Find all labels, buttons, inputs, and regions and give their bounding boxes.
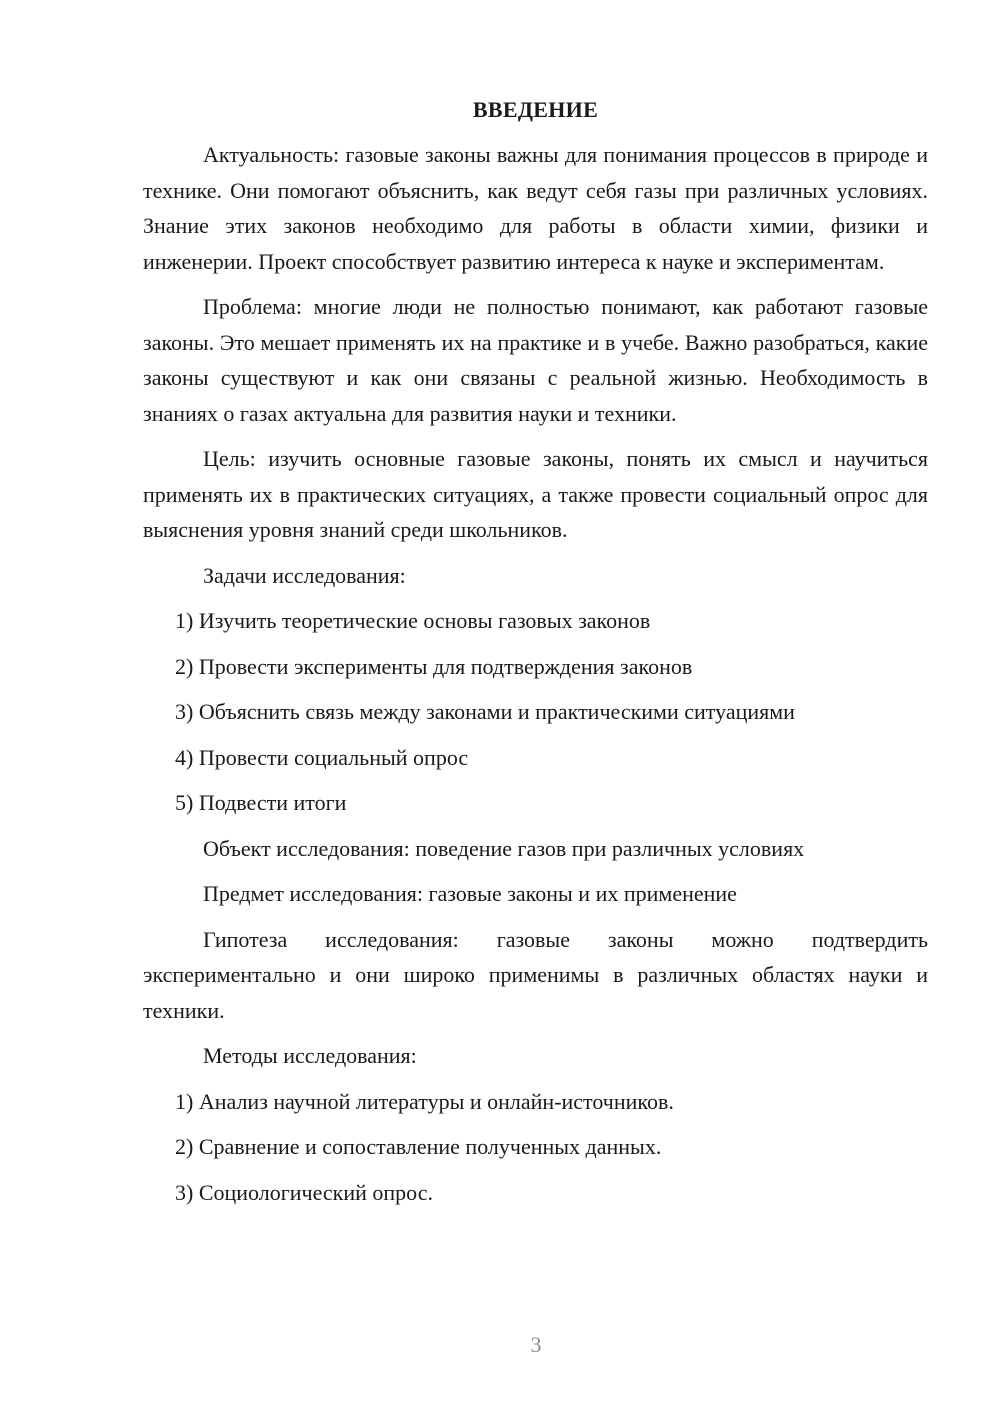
list-item: 2) Провести эксперименты для подтверждения законов [175,653,693,679]
methods-heading: Методы исследования: [203,1043,417,1068]
research-object: Объект исследования: поведение газов при различных условиях [203,835,805,861]
research-subject: Предмет исследования: газовые законы и их применение [203,881,737,906]
tasks-list [143,603,928,821]
list-item: 1) Анализ научной литературы и онлайн-источников. [175,1088,674,1114]
page-content [143,97,928,1220]
paragraph-goal: Цель: изучить основные газовые законы, понять их смысл и научиться применять их в практических ситуациях, а также провести социальный опрос для выяснения уровня знаний среди школьников. [143,446,928,542]
section-title: ВВЕДЕНИЕ [472,97,599,122]
list-item: 5) Подвести итоги [175,790,347,815]
list-item: 2) Сравнение и сопоставление полученных данных. [175,1134,662,1159]
tasks-heading: Задачи исследования: [203,562,406,588]
list-item: 3) Социологический опрос. [175,1179,433,1205]
list-item: 4) Провести социальный опрос [175,744,469,770]
list-item: 1) Изучить теоретические основы газовых законов [175,608,651,633]
paragraph-problem: Проблема: многие люди не полностью понимают, как работают газовые законы. Это мешает применять их на практике и в учебе. Важно разобраться, какие законы существуют и как они связаны с реальной жизнью. Необходимость в знаниях о газах актуальна для развития науки и техники. [143,294,928,426]
paragraph-relevance: Актуальность: газовые законы важны для понимания процессов в природе и технике. Они помогают объяснить, как ведут себя газы при различных условиях. Знание этих законов необходимо для работы в области химии, физики и инженерии. Проект способствует развитию интереса к науке и экспериментам. [143,142,928,274]
page-number: 3 [530,1332,542,1357]
methods-list [143,1084,928,1211]
paragraph-hypothesis: Гипотеза исследования: газовые законы можно подтвердить экспериментально и они широко применимы в различных областях науки и техники. [143,926,928,1023]
list-item: 3) Объяснить связь между законами и практическими ситуациями [175,699,795,724]
